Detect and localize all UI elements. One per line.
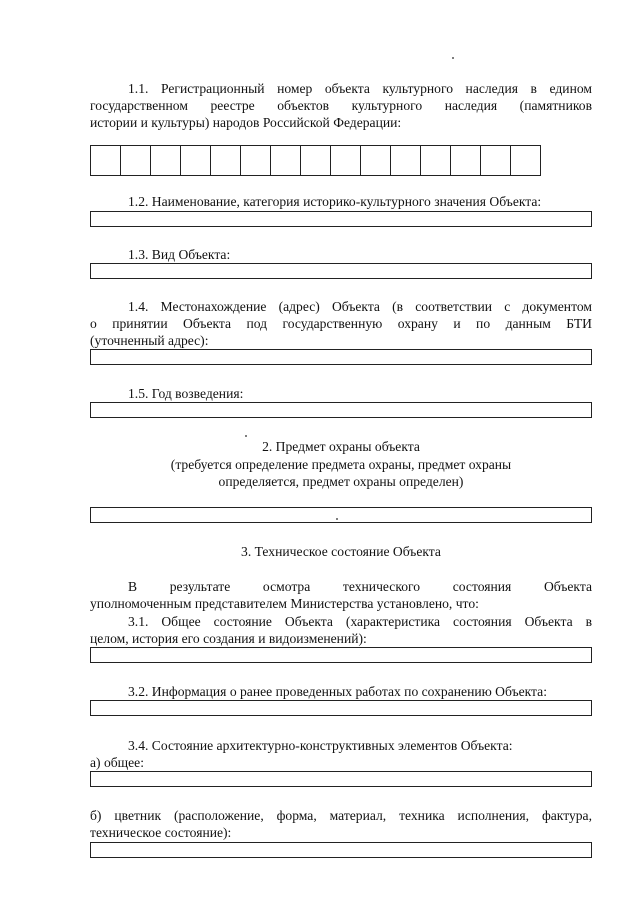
scan-speck [245,435,247,437]
section-1-5-field[interactable] [90,402,592,418]
section-2-line-1: (требуется определение предмета охраны, предмет охраны [170,457,512,472]
section-3-4-b-line-1: б) цветник (расположение, форма, материал, техника исполнения, фактура, [90,808,592,823]
registration-number-cell[interactable] [301,145,331,176]
section-3-2-field[interactable] [90,700,592,716]
section-3-intro-line-1: В результате осмотра технического состояния Объекта [128,579,592,594]
registration-number-cell[interactable] [181,145,211,176]
section-3-title: 3. Техническое состояние Объекта [241,544,441,559]
registration-number-cell[interactable] [511,145,541,176]
section-3-1-line-2: целом, история его создания и видоизменений): [90,631,367,646]
section-3-4-b-line-2: техническое состояние): [90,825,232,840]
section-3-1-line-1: 3.1. Общее состояние Объекта (характеристика состояния Объекта в [128,614,592,629]
section-1-5-label: 1.5. Год возведения: [128,386,244,401]
section-1-2-label: 1.2. Наименование, категория историко-культурного значения Объекта: [128,194,542,209]
registration-number-cell[interactable] [481,145,511,176]
section-2-field[interactable] [90,507,592,523]
section-1-4-line-2: о принятии Объекта под государственную охрану и по данным БТИ [90,316,592,331]
registration-number-cell[interactable] [91,145,121,176]
section-1-3-field[interactable] [90,263,592,279]
registration-number-cell[interactable] [241,145,271,176]
registration-number-cell[interactable] [211,145,241,176]
section-1-2-field[interactable] [90,211,592,227]
section-1-3-label: 1.3. Вид Объекта: [128,247,231,262]
section-1-4-line-3: (уточненный адрес): [90,333,209,348]
section-1-1-line-3: истории и культуры) народов Российской Федерации: [90,115,402,130]
registration-number-cell[interactable] [331,145,361,176]
section-1-1-line-2: государственном реестре объектов культурного наследия (памятников [90,98,592,113]
registration-number-cell[interactable] [121,145,151,176]
registration-number-grid[interactable] [90,145,541,176]
registration-number-cell[interactable] [421,145,451,176]
section-1-1-line-1: 1.1. Регистрационный номер объекта культурного наследия в едином [128,81,592,96]
section-3-4-a-field[interactable] [90,771,592,787]
scan-speck [452,57,454,59]
section-3-1-field[interactable] [90,647,592,663]
section-3-4-b-field[interactable] [90,842,592,858]
registration-number-cell[interactable] [271,145,301,176]
scan-speck [336,518,338,520]
registration-number-cell[interactable] [391,145,421,176]
section-3-2-label: 3.2. Информация о ранее проведенных работах по сохранению Объекта: [128,684,547,699]
section-2-title: 2. Предмет охраны объекта [262,439,420,454]
registration-number-cell[interactable] [451,145,481,176]
section-3-intro-line-2: уполномоченным представителем Министерства установлено, что: [90,596,479,611]
registration-number-cell[interactable] [361,145,391,176]
section-1-4-line-1: 1.4. Местонахождение (адрес) Объекта (в соответствии с документом [128,299,592,314]
section-1-4-field[interactable] [90,349,592,365]
registration-number-cell[interactable] [151,145,181,176]
section-3-4-a-label: а) общее: [90,755,144,770]
section-2-line-2: определяется, предмет охраны определен) [218,474,464,489]
section-3-4-label: 3.4. Состояние архитектурно-конструктивных элементов Объекта: [128,738,513,753]
